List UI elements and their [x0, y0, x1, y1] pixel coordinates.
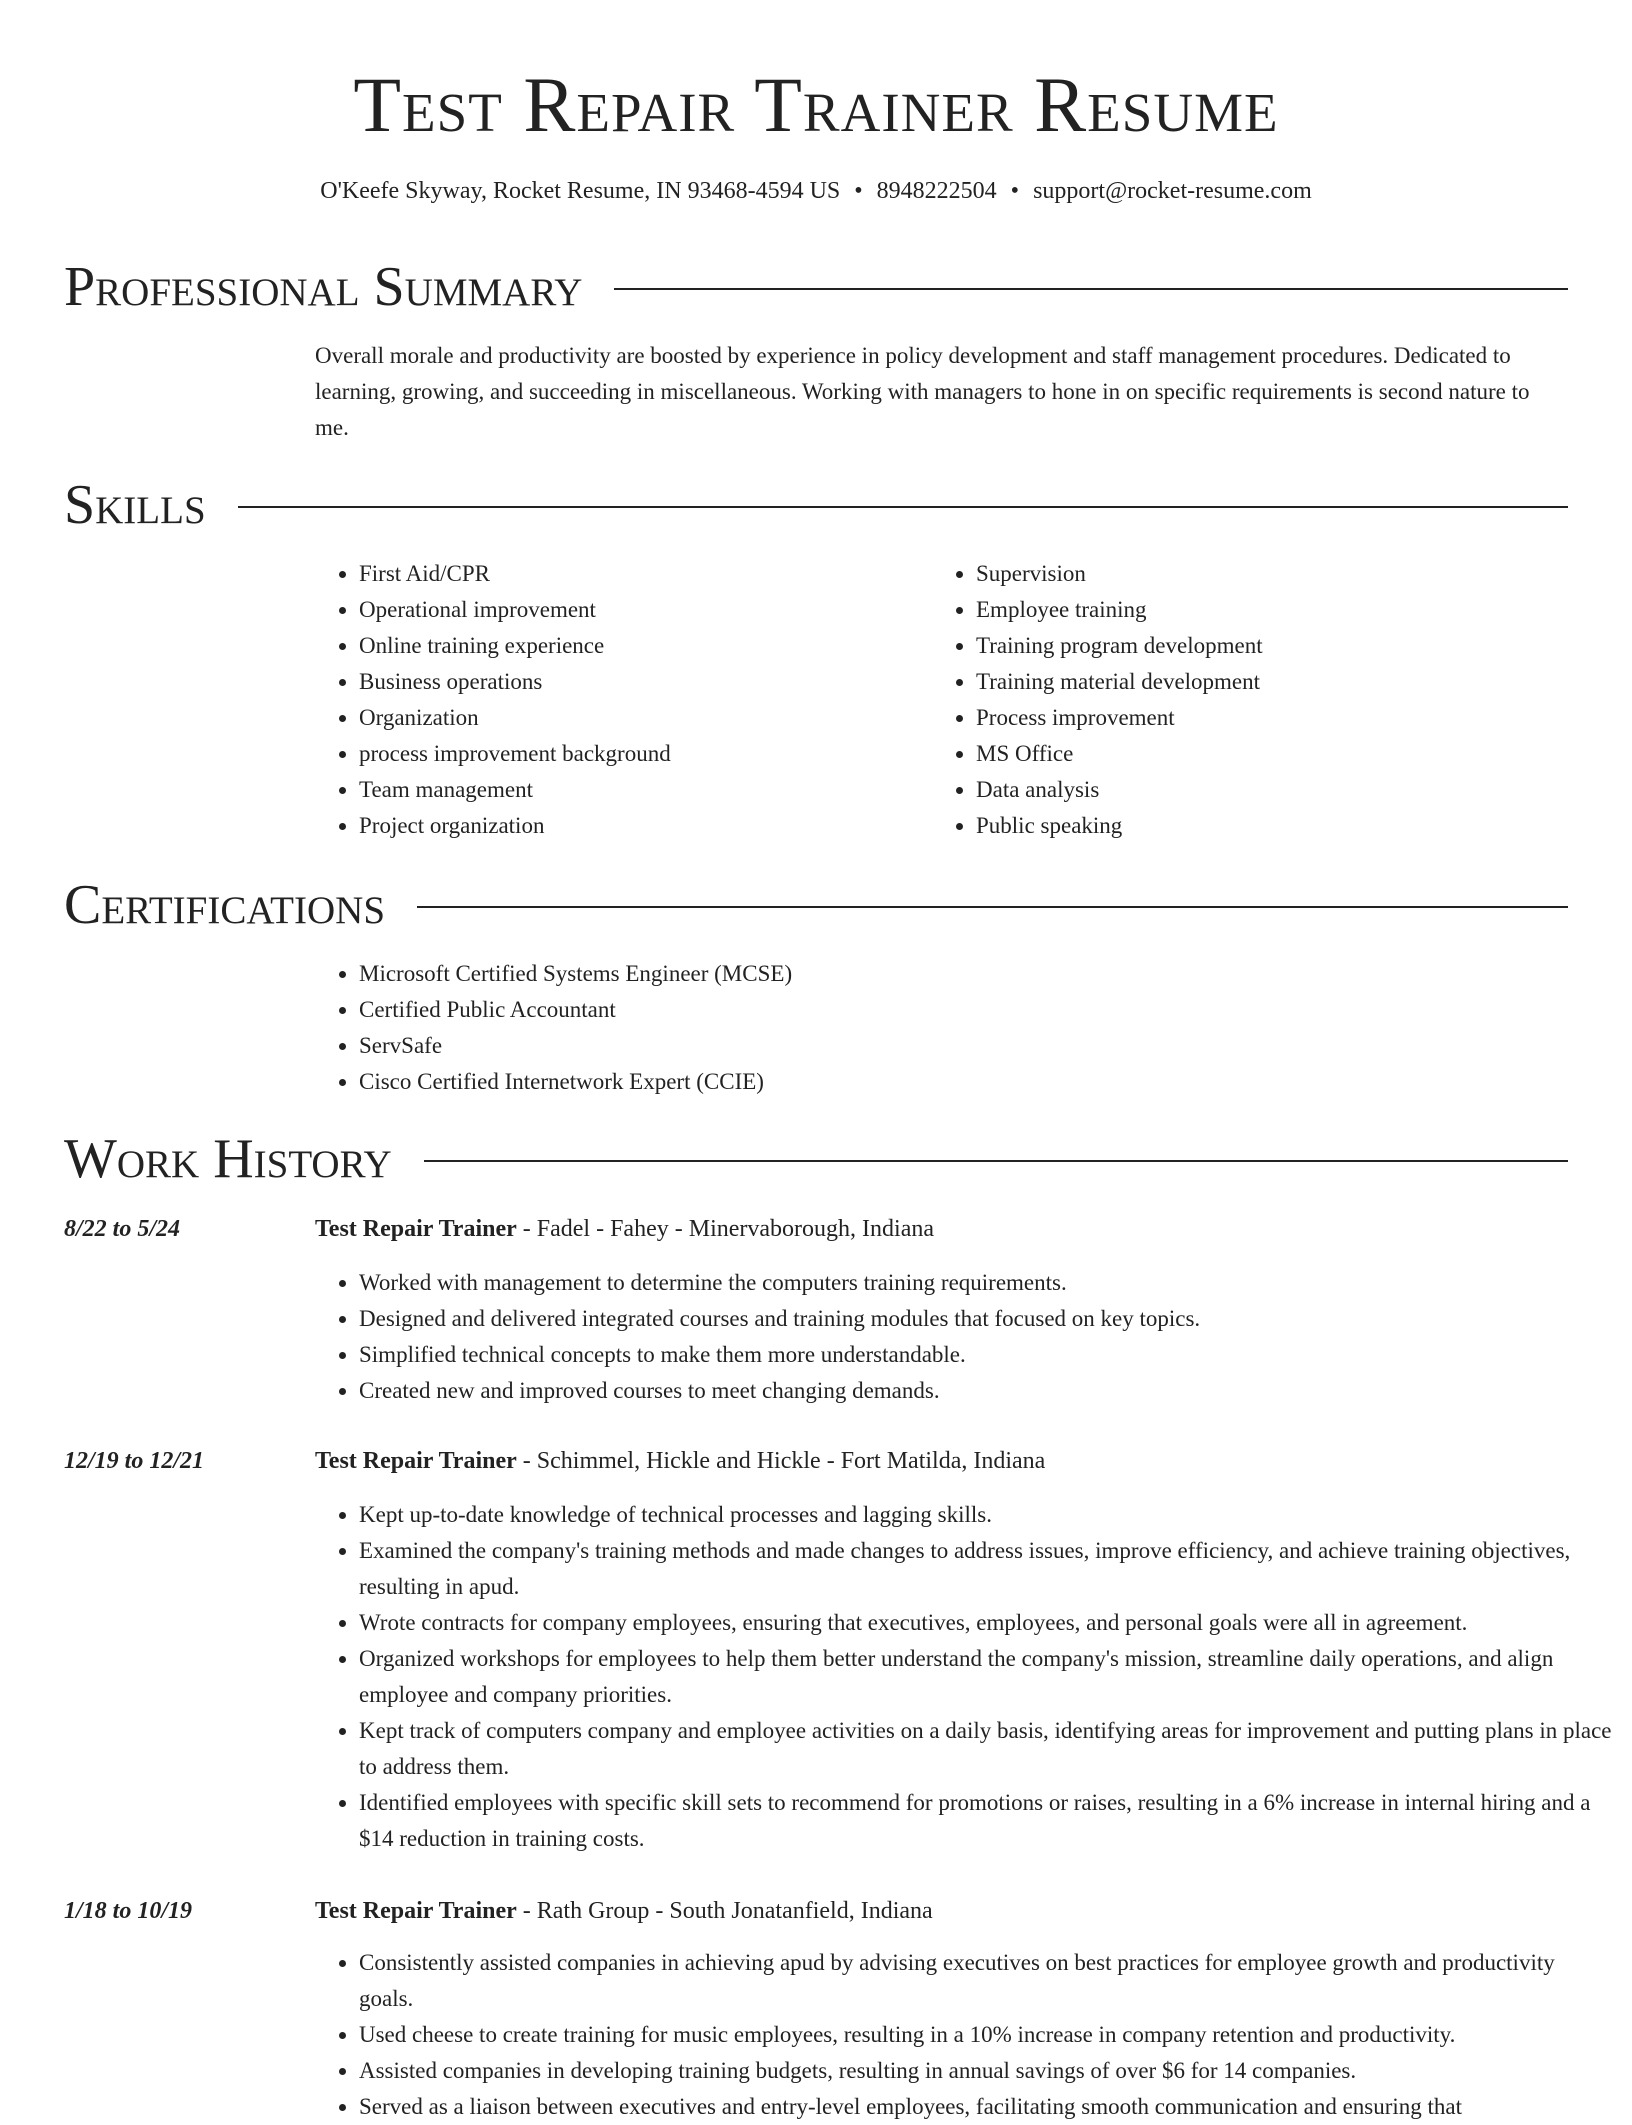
skill-item: • Operational improvement [359, 592, 919, 628]
work-history-heading: Work History [64, 1128, 392, 1190]
skill-item: • Business operations [359, 664, 919, 700]
summary-heading: Professional Summary [64, 256, 583, 318]
job-dates: 8/22 to 5/24 [64, 1216, 181, 1242]
skills-heading: Skills [64, 474, 206, 536]
section-divider [417, 906, 1568, 908]
job-duties-list [315, 1265, 1612, 1409]
job-header [315, 1894, 1568, 1928]
job-duty: • Assisted companies in developing training budgets, resulting in annual savings of over $6 for 14 companies. [359, 2053, 1612, 2089]
skill-item: • Training material development [976, 664, 1576, 700]
job-duties-list [315, 1497, 1612, 1857]
summary-text: Overall morale and productivity are boosted by experience in policy development and staff management procedures. Dedicated to learning, growing, and succeeding in miscellaneous. Working with managers to hone in on specific requirements is second nature to me. [315, 343, 1530, 440]
job-title: Test Repair Trainer [315, 1448, 517, 1474]
job-duty: • Kept track of computers company and employee activities on a daily basis, identifying areas for improvement and putting plans in place to address them. [359, 1713, 1612, 1785]
skill-item: • Training program development [976, 628, 1576, 664]
contact-phone: 8948222504 [876, 178, 997, 204]
section-divider [614, 288, 1568, 290]
job-employer: - Fadel - Fahey - Minervaborough, Indiana [516, 1216, 934, 1242]
skills-list-right [932, 556, 1576, 844]
job-duty: • Designed and delivered integrated courses and training modules that focused on key topics. [359, 1301, 1612, 1337]
job-title: Test Repair Trainer [315, 1898, 517, 1924]
skill-item: • MS Office [976, 736, 1576, 772]
skill-item: • process improvement background [359, 736, 919, 772]
job-duty: • Served as a liaison between executives and entry-level employees, facilitating smooth communication and ensuring that [359, 2089, 1612, 2125]
skills-section-header [64, 474, 1568, 536]
section-divider [424, 1160, 1568, 1162]
certifications-heading: Certifications [64, 874, 386, 936]
job-dates: 12/19 to 12/21 [64, 1448, 205, 1474]
certification-item: • ServSafe [359, 1028, 1612, 1064]
job-duty: • Used cheese to create training for music employees, resulting in a 10% increase in company retention and productivity. [359, 2017, 1612, 2053]
section-divider [238, 506, 1568, 508]
job-duty: • Consistently assisted companies in achieving apud by advising executives on best practices for employee growth and productivity goals. [359, 1945, 1612, 2017]
summary-section-header [64, 256, 1568, 318]
skill-item: • Team management [359, 772, 919, 808]
resume-title: Test Repair Trainer Resume [353, 61, 1279, 148]
skill-item: • Employee training [976, 592, 1576, 628]
job-duty: • Organized workshops for employees to help them better understand the company's mission, streamline daily operations, and align employee and company priorities. [359, 1641, 1612, 1713]
contact-line [0, 175, 1632, 207]
job-duty: • Worked with management to determine the computers training requirements. [359, 1265, 1612, 1301]
job-employer: - Schimmel, Hickle and Hickle - Fort Matilda, Indiana [516, 1448, 1046, 1474]
certification-item: • Cisco Certified Internetwork Expert (CCIE) [359, 1064, 1612, 1100]
job-title: Test Repair Trainer [315, 1216, 517, 1242]
job-duty: • Created new and improved courses to meet changing demands. [359, 1373, 1612, 1409]
job-duty: • Wrote contracts for company employees, ensuring that executives, employees, and personal goals were all in agreement. [359, 1605, 1612, 1641]
job-duty: • Examined the company's training methods and made changes to address issues, improve efficiency, and achieve training objectives, resulting in apud. [359, 1533, 1612, 1605]
skill-item: • Organization [359, 700, 919, 736]
certifications-section-header [64, 874, 1568, 936]
skill-item: • Project organization [359, 808, 919, 844]
job-duty: • Simplified technical concepts to make them more understandable. [359, 1337, 1612, 1373]
skill-item: • Data analysis [976, 772, 1576, 808]
contact-separator: • [854, 178, 863, 204]
job-dates: 1/18 to 10/19 [64, 1898, 193, 1924]
certification-item: • Microsoft Certified Systems Engineer (MCSE) [359, 956, 1612, 992]
job-duty: • Identified employees with specific skill sets to recommend for promotions or raises, resulting in a 6% increase in internal hiring and a $14 reduction in training costs. [359, 1785, 1612, 1857]
certifications-list [315, 956, 1612, 1100]
skill-item: • Process improvement [976, 700, 1576, 736]
job-duty: • Kept up-to-date knowledge of technical processes and lagging skills. [359, 1497, 1612, 1533]
skill-item: • Public speaking [976, 808, 1576, 844]
job-duties-list [315, 1945, 1612, 2125]
job-header [315, 1212, 1568, 1246]
job-header [315, 1444, 1568, 1478]
contact-email[interactable]: support@rocket-resume.com [1033, 178, 1312, 204]
work-history-section-header [64, 1128, 1568, 1190]
skill-item: • Online training experience [359, 628, 919, 664]
skill-item: • First Aid/CPR [359, 556, 919, 592]
contact-separator: • [1010, 178, 1020, 204]
skill-item: • Supervision [976, 556, 1576, 592]
certification-item: • Certified Public Accountant [359, 992, 1612, 1028]
contact-address: O'Keefe Skyway, Rocket Resume, IN 93468-4594 US [320, 178, 841, 204]
skills-list-left [315, 556, 919, 844]
job-employer: - Rath Group - South Jonatanfield, Indiana [516, 1898, 933, 1924]
